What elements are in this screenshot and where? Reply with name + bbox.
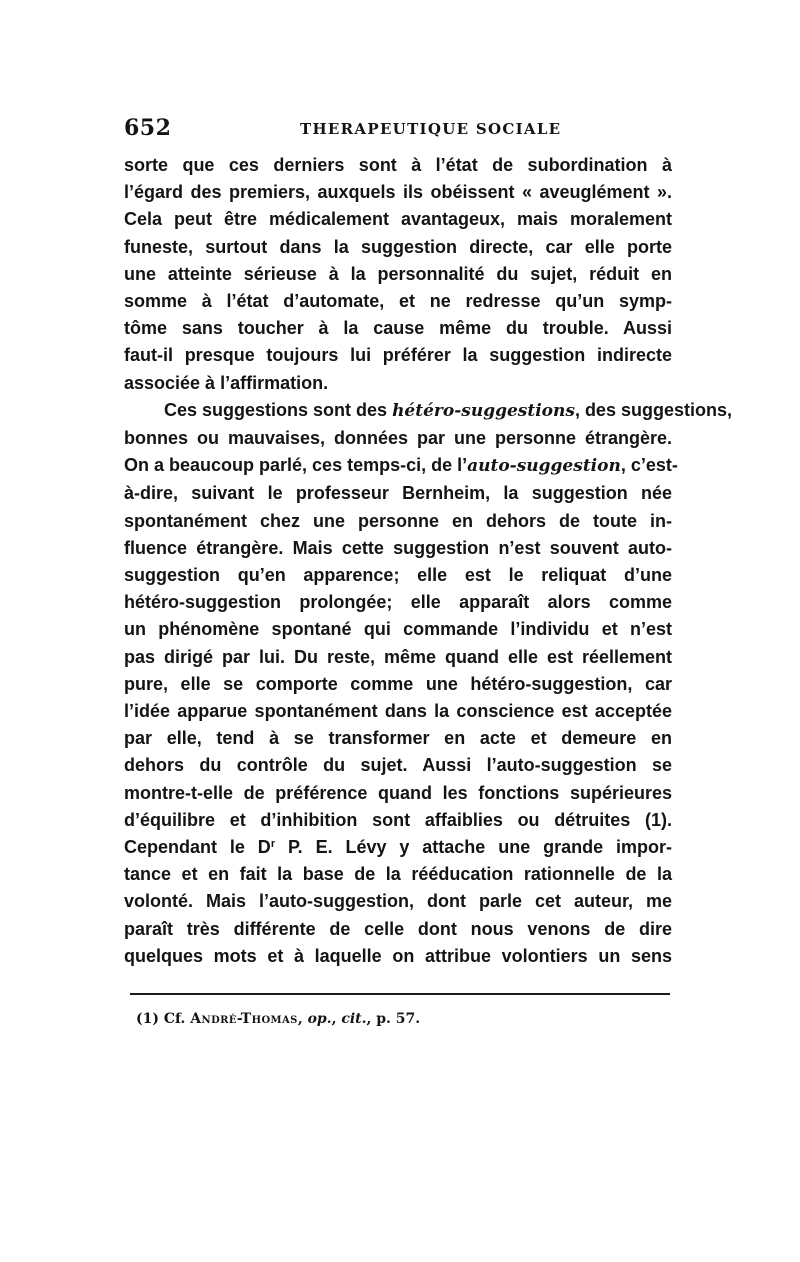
text-run: P. E. Lévy y attache une grande impor- <box>275 837 672 858</box>
text-line: Cela peut être médicalement avantageux, mais moralement <box>124 209 672 230</box>
text-line: faut-il presque toujours lui préférer la suggestion indirecte <box>124 345 672 366</box>
text-line: somme à l’état d’automate, et ne redresse qu’un symp- <box>124 291 672 312</box>
text-line: hétéro-suggestion prolongée; elle apparaît alors comme <box>124 592 672 613</box>
text-line: funeste, surtout dans la suggestion directe, car elle porte <box>124 236 672 257</box>
text-line: tôme sans toucher à la cause même du trouble. Aussi <box>124 318 672 339</box>
text-line <box>124 834 672 861</box>
superscript: r <box>270 838 276 851</box>
text-run: , c’est- <box>620 455 678 476</box>
text-line: pure, elle se comporte comme une hétéro-suggestion, car <box>124 673 672 694</box>
text-line: volonté. Mais l’auto-suggestion, dont parle cet auteur, me <box>124 891 672 912</box>
footnote-author: André-Thomas <box>190 1011 298 1027</box>
page-number: 652 <box>124 115 172 141</box>
text-line: suggestion qu’en apparence; elle est le reliquat d’une <box>124 565 672 586</box>
text-line: l’idée apparue spontanément dans la conscience est acceptée <box>124 701 672 722</box>
text-line: par elle, tend à se transformer en acte et demeure en <box>124 728 672 749</box>
text-run: , des suggestions, <box>574 399 732 420</box>
text-run: Ces suggestions sont des <box>164 399 393 420</box>
text-line: paraît très différente de celle dont nous venons de dire <box>124 918 672 939</box>
text-line: dehors du contrôle du sujet. Aussi l’auto-suggestion se <box>124 755 672 776</box>
text-line: fluence étrangère. Mais cette suggestion n’est souvent auto- <box>124 537 672 558</box>
text-line: spontanément chez une personne en dehors de toute in- <box>124 510 672 531</box>
text-line: l’égard des premiers, auxquels ils obéissent « aveuglément ». <box>124 182 672 203</box>
text-run: Cependant le D <box>124 837 271 858</box>
text-line: à-dire, suivant le professeur Bernheim, la suggestion née <box>124 483 672 504</box>
text-line: quelques mots et à laquelle on attribue volontiers un sens <box>124 945 672 966</box>
text-line: tance et en fait la base de la rééducation rationnelle de la <box>124 864 672 885</box>
running-head <box>124 114 672 142</box>
running-title: THERAPEUTIQUE SOCIALE <box>300 120 562 138</box>
text-line: sorte que ces derniers sont à l’état de subordination à <box>124 155 672 175</box>
footnote-page: , p. 57. <box>366 1011 421 1027</box>
text-line: associée à l’affirmation. <box>124 372 329 393</box>
footnote-op: op. <box>307 1011 332 1027</box>
body-text <box>124 152 732 970</box>
text-line <box>124 452 678 480</box>
emphasis-text: auto-suggestion <box>467 456 621 477</box>
text-line: un phénomène spontané qui commande l’individu et n’est <box>124 619 672 640</box>
footnote-sep: , <box>297 1011 308 1027</box>
text-run: On a beaucoup parlé, ces temps-ci, de l’ <box>124 455 468 476</box>
footnote-marker: (1) Cf. <box>136 1011 191 1027</box>
text-line: bonnes ou mauvaises, données par une personne étrangère. <box>124 428 672 449</box>
footnote <box>136 1009 672 1029</box>
text-line: pas dirigé par lui. Du reste, même quand elle est réellement <box>124 646 672 667</box>
emphasis-text: hétéro-suggestions <box>392 400 575 421</box>
footnote-cit: cit. <box>341 1011 367 1027</box>
text-line: montre-t-elle de préférence quand les fonctions supérieures <box>124 782 672 803</box>
text-line <box>124 397 732 425</box>
text-line: une atteinte sérieuse à la personnalité du sujet, réduit en <box>124 263 672 284</box>
footnote-rule <box>130 993 670 995</box>
footnote-sep: , <box>331 1011 342 1027</box>
text-line: d’équilibre et d’inhibition sont affaiblies ou détruites (1). <box>124 809 672 830</box>
